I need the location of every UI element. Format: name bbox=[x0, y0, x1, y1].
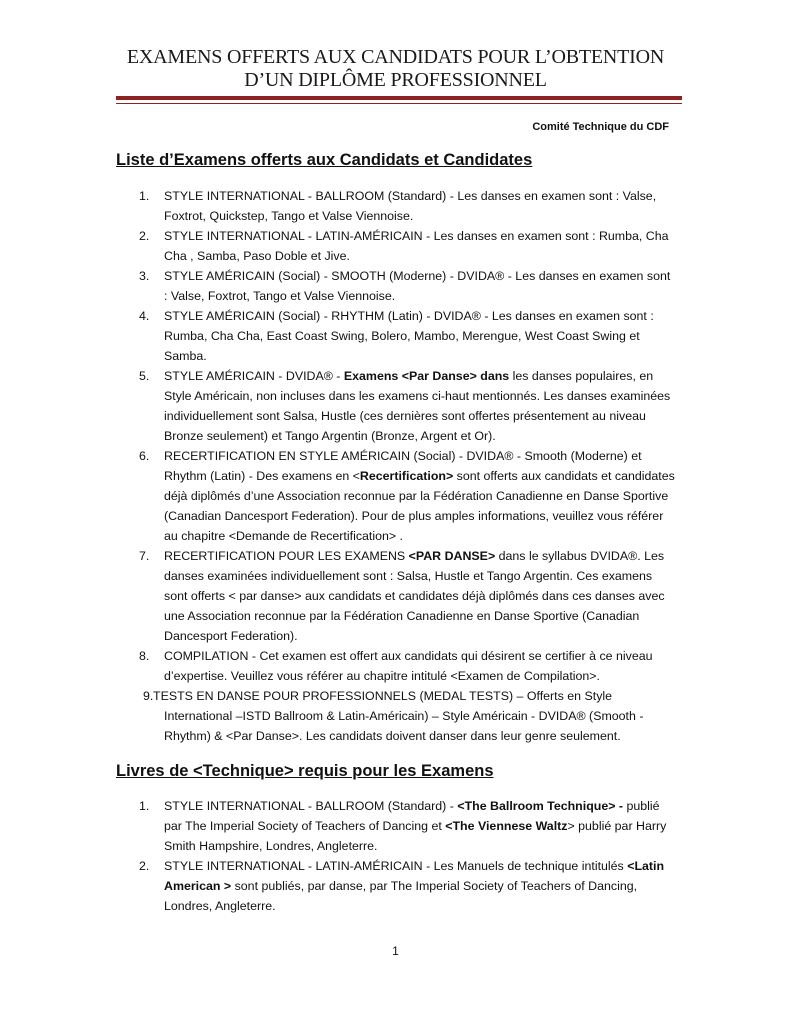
list-item-text-pre: RECERTIFICATION POUR LES EXAMENS bbox=[164, 549, 409, 563]
title-rule-thick bbox=[116, 96, 682, 100]
document-title-line-1: EXAMENS OFFERTS AUX CANDIDATS POUR L’OBTENTION bbox=[126, 46, 665, 68]
list-item-text: STYLE AMÉRICAIN (Social) - RHYTHM (Latin) - DVIDA® - Les danses en examen sont : Rumba, Cha Cha, East Coast Swing, Bolero, Mambo, Merengue, West Coast Swing et Samba. bbox=[164, 309, 654, 363]
list-item-text: STYLE AMÉRICAIN (Social) - SMOOTH (Moderne) - DVIDA® - Les danses en examen sont : Valse, Foxtrot, Tango et Valse Viennoise. bbox=[164, 269, 671, 303]
list-item-text-bold: <PAR DANSE> bbox=[408, 549, 496, 563]
technique-books-list bbox=[116, 796, 676, 916]
list-item-number: 8. bbox=[139, 649, 150, 663]
list-item bbox=[116, 306, 676, 366]
list-item-text-bold-2: <The Viennese Waltz bbox=[445, 819, 568, 833]
list-item-text bbox=[164, 449, 675, 543]
list-item-number: 4. bbox=[139, 309, 150, 323]
document-title bbox=[100, 46, 691, 92]
list-item-text bbox=[164, 799, 666, 853]
list-item-number: 3. bbox=[139, 269, 150, 283]
list-item bbox=[116, 366, 676, 446]
list-item bbox=[116, 446, 676, 546]
list-item-text-bold: Recertification> bbox=[359, 469, 454, 483]
list-item-text: STYLE INTERNATIONAL - LATIN-AMÉRICAIN - Les danses en examen sont : Rumba, Cha Cha , Samba, Paso Doble et Jive. bbox=[164, 229, 669, 263]
list-item-number: 6. bbox=[139, 449, 150, 463]
list-item-text-bold: <Latin American > bbox=[164, 859, 665, 893]
list-item bbox=[116, 226, 676, 266]
list-item-number: 5. bbox=[139, 369, 150, 383]
list-item bbox=[116, 266, 676, 306]
list-item-number: 1. bbox=[139, 189, 150, 203]
list-item-text: TESTS EN DANSE POUR PROFESSIONNELS (MEDAL TESTS) – Offerts en Style International –ISTD Ballroom & Latin-Américain) – Style Américain - DVIDA® (Smooth - Rhythm) & <Par Danse>. Les candidats doivent danser dans leur genre seulement. bbox=[153, 689, 644, 743]
list-item-text: STYLE INTERNATIONAL - BALLROOM (Standard) - Les danses en examen sont : Valse, Foxtrot, Quickstep, Tango et Valse Viennoise. bbox=[164, 189, 657, 223]
list-item-number: 7. bbox=[139, 549, 150, 563]
list-item-text bbox=[164, 369, 670, 443]
list-item bbox=[116, 796, 676, 856]
list-item-text-post: dans le syllabus DVIDA®. Les danses examinées individuellement sont : Salsa, Hustle et Tango Argentin. Ces examens sont offerts < par danse> aux candidats et candidates déjà diplômés dans ces danses avec une Association reconnue par la Fédération Canadienne en Danse Sportive (Canadian Dancesport Federation). bbox=[164, 549, 665, 643]
committee-label: Comité Technique du CDF bbox=[532, 121, 669, 133]
list-item bbox=[116, 686, 676, 746]
section-technique-books-title: Livres de <Technique> requis pour les Examens bbox=[116, 762, 494, 780]
list-item-text-pre: RECERTIFICATION EN STYLE AMÉRICAIN (Social) - DVIDA® - Smooth (Moderne) et Rhythm (Latin) - Des examens en < bbox=[164, 449, 642, 483]
list-item bbox=[116, 646, 676, 686]
list-item-text-bold: Examens <Par Danse> dans bbox=[343, 369, 510, 383]
document-title-line-2: D’UN DIPLÔME PROFESSIONNEL bbox=[244, 69, 547, 91]
exam-list bbox=[116, 186, 676, 746]
page-number: 1 bbox=[392, 944, 399, 958]
list-item-text-pre: STYLE AMÉRICAIN - DVIDA® - bbox=[164, 369, 344, 383]
list-item-text-bold: <The Ballroom Technique> - bbox=[457, 799, 624, 813]
list-item-number: 9. bbox=[143, 689, 154, 703]
list-item bbox=[116, 546, 676, 646]
list-item-text-post: les danses populaires, en Style Américain, non incluses dans les examens ci-haut mentionnés. Les danses examinées individuellement sont Salsa, Hustle (ces dernières sont offertes présentement au niveau Bronze seulement) et Tango Argentin (Bronze, Argent et Or). bbox=[164, 369, 671, 443]
list-item-text bbox=[164, 549, 665, 643]
list-item-number: 2. bbox=[139, 859, 150, 873]
list-item-text: COMPILATION - Cet examen est offert aux candidats qui désirent se certifier à ce niveau d’expertise. Veuillez vous référer au chapitre intitulé <Examen de Compilation>. bbox=[164, 649, 653, 683]
list-item-number: 2. bbox=[139, 229, 150, 243]
list-item-text-pre: STYLE INTERNATIONAL - LATIN-AMÉRICAIN - Les Manuels de technique intitulés bbox=[164, 859, 628, 873]
list-item-text-pre: STYLE INTERNATIONAL - BALLROOM (Standard) - bbox=[164, 799, 458, 813]
list-item-text-post: > publié par Harry Smith Hampshire, Londres, Angleterre. bbox=[164, 819, 667, 853]
list-item-text-post: sont offerts aux candidats et candidates déjà diplômés d’une Association reconnue par la Fédération Canadienne en Danse Sportive (Canadian Dancesport Federation). Pour de plus amples informations, veuillez vous référer au chapitre <Demande de Recertification> . bbox=[164, 469, 675, 543]
list-item bbox=[116, 186, 676, 226]
list-item-text-post: sont publiés, par danse, par The Imperial Society of Teachers of Dancing, Londres, Angleterre. bbox=[164, 879, 638, 913]
list-item-text bbox=[164, 859, 664, 913]
list-item-number: 1. bbox=[139, 799, 150, 813]
list-item bbox=[116, 856, 676, 916]
title-rule-thin bbox=[116, 103, 682, 104]
list-item-text-mid: publié par The Imperial Society of Teachers of Dancing et bbox=[164, 799, 660, 833]
section-exam-list-title: Liste d’Examens offerts aux Candidats et Candidates bbox=[116, 151, 533, 169]
